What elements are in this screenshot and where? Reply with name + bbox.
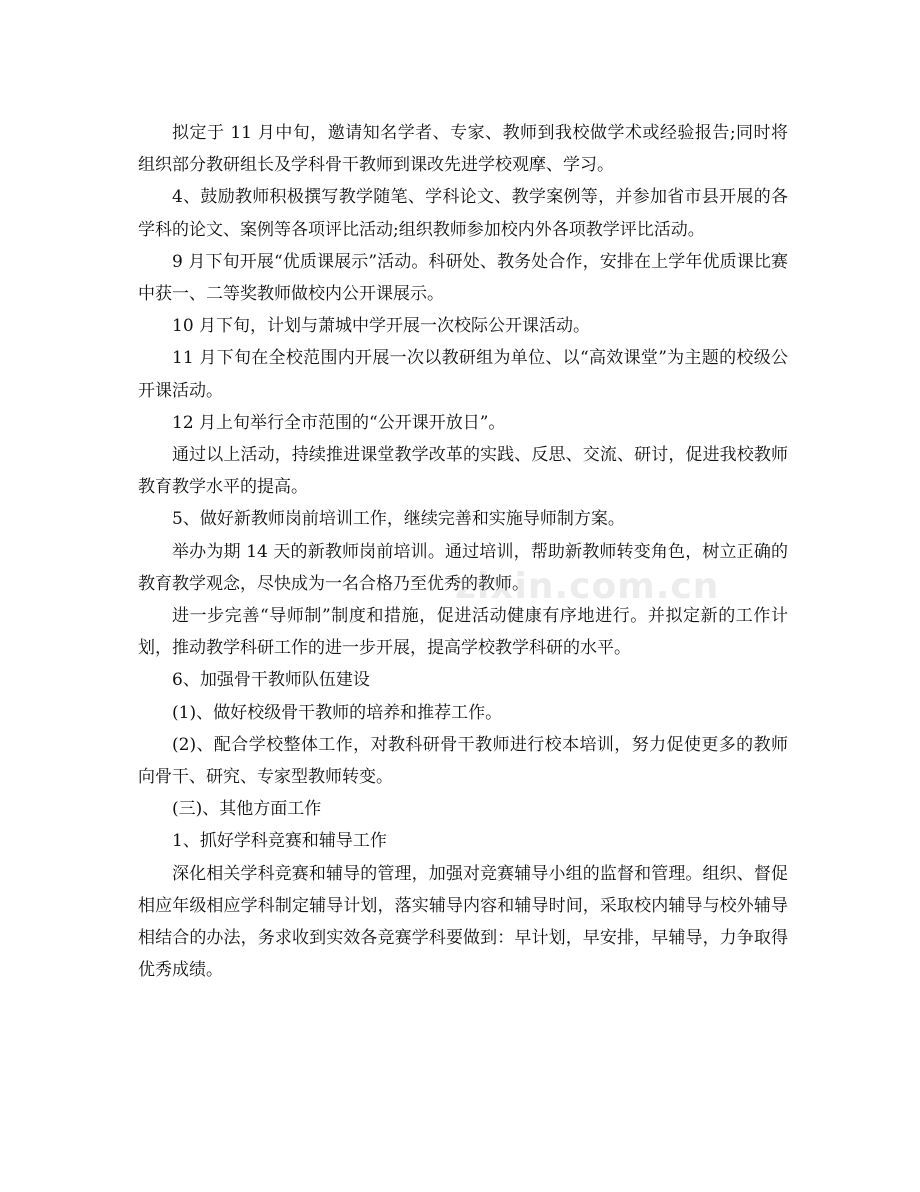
paragraph: 举办为期 14 天的新教师岗前培训。通过培训，帮助新教师转变角色，树立正确的教育教学观念，尽快成为一名合格乃至优秀的教师。 [138,541,788,594]
paragraph: (1)、做好校级骨干教师的培养和推荐工作。 [172,702,503,723]
paragraph: 10 月下旬，计划与萧城中学开展一次校际公开课活动。 [172,316,591,337]
paragraph: 深化相关学科竞赛和辅导的管理，加强对竞赛辅导小组的监督和管理。组织、督促相应年级相应学科制定辅导计划，落实辅导内容和辅导时间，采取校内辅导与校外辅导相结合的办法，务求收到实效各竞赛学科要做到：早计划，早安排，早辅导，力争取得优秀成绩。 [138,863,788,981]
paragraph: 6、加强骨干教师队伍建设 [172,670,370,691]
paragraph: 拟定于 11 月中旬，邀请知名学者、专家、教师到我校做学术或经验报告;同时将组织部分教研组长及学科骨干教师到课改先进学校观摩、学习。 [138,123,788,176]
paragraph: 4、鼓励教师积极撰写教学随笔、学科论文、教学案例等，并参加省市县开展的各学科的论文、案例等各项评比活动;组织教师参加校内外各项教学评比活动。 [138,187,788,240]
paragraph: (2)、配合学校整体工作，对教科研骨干教师进行校本培训，努力促使更多的教师向骨干、研究、专家型教师转变。 [138,734,788,788]
paragraph: 1、抓好学科竞赛和辅导工作 [172,831,387,852]
paragraph: 12 月上旬举行全市范围的“公开课开放日”。 [172,412,506,433]
paragraph: 5、做好新教师岗前培训工作，继续完善和实施导师制方案。 [172,509,625,530]
paragraph: 9 月下旬开展“优质课展示”活动。科研处、教务处合作，安排在上学年优质课比赛中获一、二等奖教师做校内公开课展示。 [138,251,788,305]
paragraph: 进一步完善“导师制”制度和措施，促进活动健康有序地进行。并拟定新的工作计划，推动教学科研工作的进一步开展，提高学校教学科研的水平。 [138,606,788,659]
paragraph: (三)、其他方面工作 [172,799,322,820]
paragraph: 11 月下旬在全校范围内开展一次以教研组为单位、以“高效课堂”为主题的校级公开课活动。 [138,348,788,401]
watermark-text: zixin.com.cn [455,566,720,607]
paragraph: 通过以上活动，持续推进课堂教学改革的实践、反思、交流、研讨，促进我校教师教育教学水平的提高。 [138,445,788,498]
document-body [138,117,788,986]
